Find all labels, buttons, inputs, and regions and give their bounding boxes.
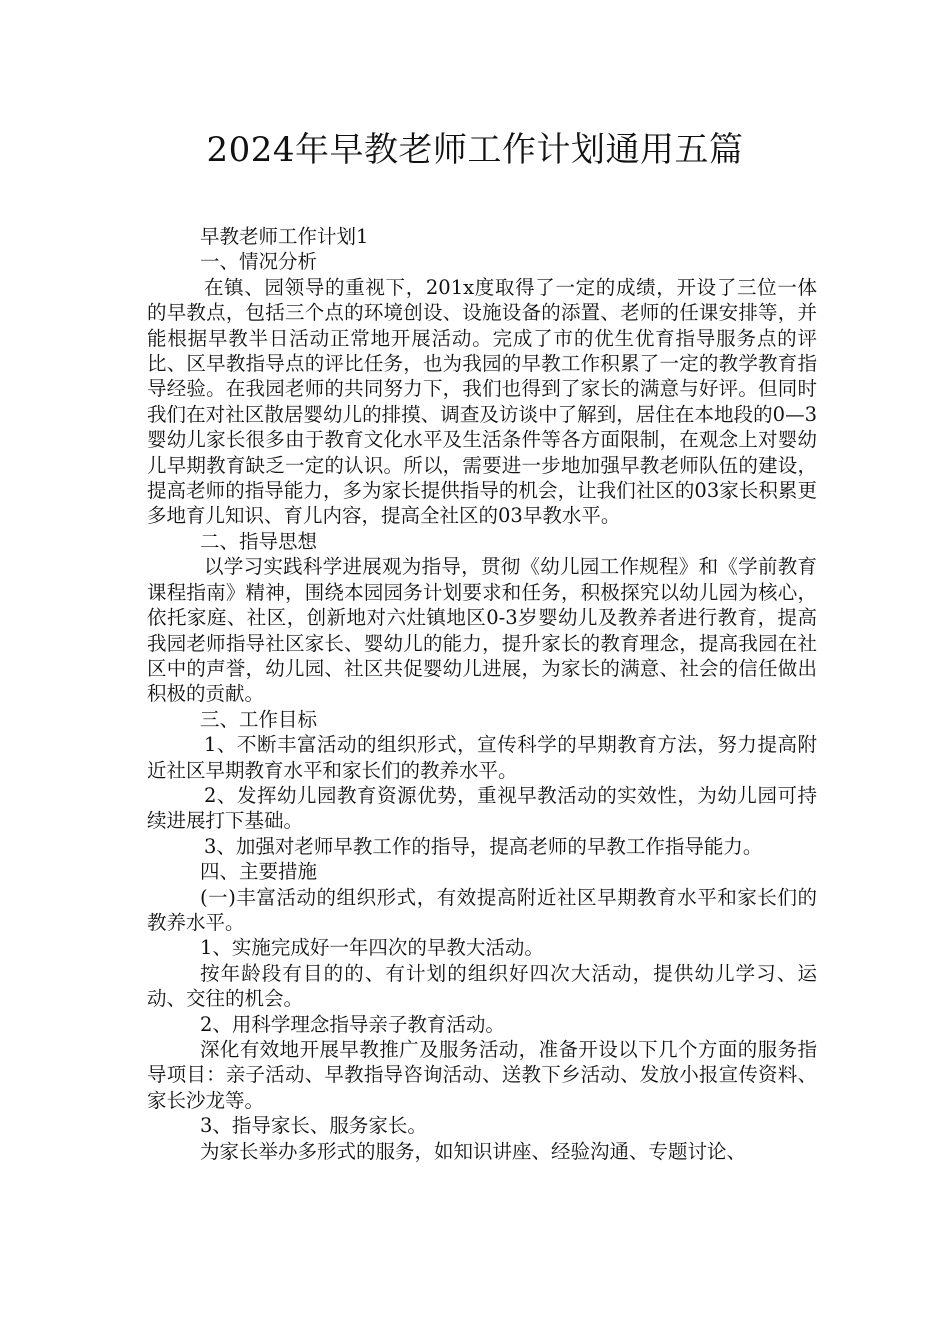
paragraph-goal-2: 2、发挥幼儿园教育资源优势，重视早教活动的实效性，为幼儿园可持续进展打下基础。	[147, 783, 817, 833]
paragraph-measure-2: 1、实施完成好一年四次的早教大活动。	[200, 936, 544, 960]
section-heading-analysis: 一、情况分析	[200, 250, 318, 274]
document-title: 2024年早教老师工作计划通用五篇	[206, 130, 744, 170]
paragraph-goal-1: 1、不断丰富活动的组织形式，宣传科学的早期教育方法，努力提高附近社区早期教育水平和家长们的教养水平。	[147, 733, 817, 782]
document-body	[147, 224, 817, 1164]
section-heading-goals: 三、工作目标	[200, 707, 318, 731]
paragraph-measure-5: 深化有效地开展早教推广及服务活动，准备开设以下几个方面的服务指导项目：亲子活动、早教指导咨询活动、送教下乡活动、发放小报宣传资料、家长沙龙等。	[147, 1038, 817, 1112]
paragraph-measure-1: (一)丰富活动的组织形式，有效提高附近社区早期教育水平和家长们的教养水平。	[147, 885, 817, 934]
paragraph-guidance: 以学习实践科学进展观为指导，贯彻《幼儿园工作规程》和《学前教育课程指南》精神，围绕本园园务计划要求和任务，积极探究以幼儿园为核心，依托家庭、社区，创新地对六灶镇地区0-3岁婴幼儿及教养者进行教育，提高我园老师指导社区家长、婴幼儿的能力，提升家长的教育理念，提高我园在社区中的声誉，幼儿园、社区共促婴幼儿进展，为家长的满意、社会的信任做出积极的贡献。	[147, 555, 817, 706]
paragraph-measure-6: 3、指导家长、服务家长。	[200, 1114, 427, 1138]
paragraph-measure-7: 为家长举办多形式的服务，如知识讲座、经验沟通、专题讨论、	[200, 1139, 747, 1163]
section-heading-measures: 四、主要措施	[200, 860, 318, 884]
paragraph-measure-3: 按年龄段有目的的、有计划的组织好四次大活动，提供幼儿学习、运动、交往的机会。	[147, 961, 817, 1011]
paragraph-analysis: 在镇、园领导的重视下，201x度取得了一定的成绩，开设了三位一体的早教点，包括三个点的环境创设、设施设备的添置、老师的任课安排等，并能根据早教半日活动正常地开展活动。完成了市的优生优育指导服务点的评比、区早教指导点的评比任务，也为我园的早教工作积累了一定的教学教育指导经验。在我园老师的共同努力下，我们也得到了家长的满意与好评。但同时我们在对社区散居婴幼儿的排摸、调查及访谈中了解到，居住在本地段的0—3婴幼儿家长很多由于教育文化水平及生活条件等各方面限制，在观念上对婴幼儿早期教育缺乏一定的认识。所以，需要进一步地加强早教老师队伍的建设，提高老师的指导能力，多为家长提供指导的机会，让我们社区的03家长积累更多地育儿知识、育儿内容，提高全社区的03早教水平。	[147, 275, 817, 528]
paragraph-measure-4: 2、用科学理念指导亲子教育活动。	[200, 1012, 505, 1036]
paragraph-goal-3: 3、加强对老师早教工作的指导，提高老师的早教工作指导能力。	[204, 834, 763, 858]
section-heading-guidance: 二、指导思想	[200, 529, 318, 553]
plan-heading: 早教老师工作计划1	[200, 225, 369, 248]
